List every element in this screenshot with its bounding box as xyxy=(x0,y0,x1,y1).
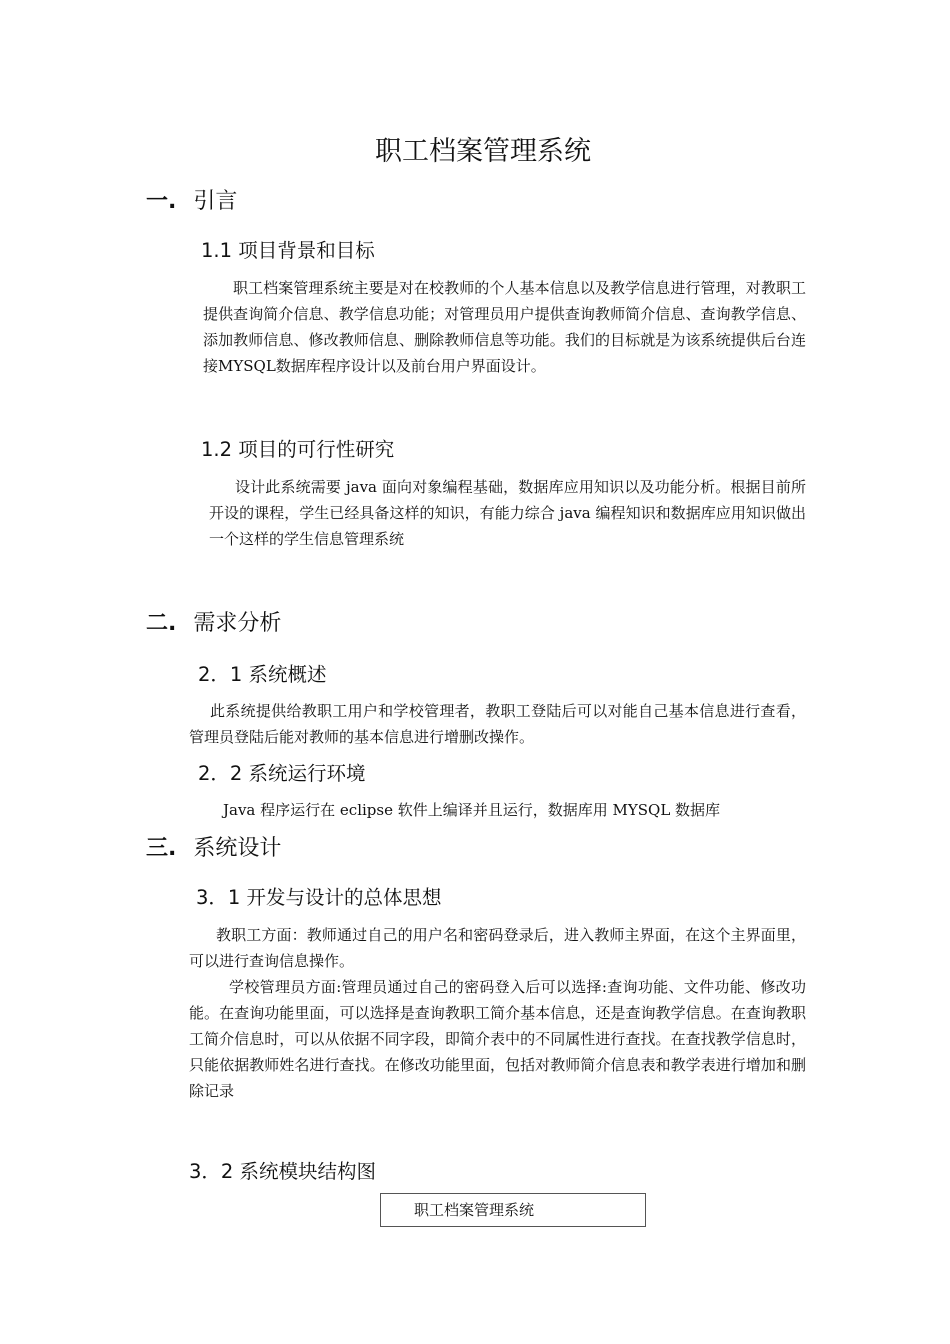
paragraph: 职工档案管理系统主要是对在校教师的个人基本信息以及教学信息进行管理，对教职工提供查询简介信息、教学信息功能；对管理员用户提供查询教师简介信息、查询教学信息、添加教师信息、修改教师信息、删除教师信息等功能。我们的目标就是为该系统提供后台连接MYSQL数据库程序设计以及前台用户界面设计。 xyxy=(203,279,806,375)
subsection-2-1-heading: 2．1 系统概述 xyxy=(198,663,327,686)
section-1-number: 一. xyxy=(146,189,177,214)
module-diagram-root-label: 职工档案管理系统 xyxy=(414,1201,535,1219)
section-3-number: 三. xyxy=(146,836,177,861)
paragraph: 学校管理员方面:管理员通过自己的密码登入后可以选择:查询功能、文件功能、修改功能。在查询功能里面，可以选择是查询教职工简介基本信息，还是查询教学信息。在查询教职工简介信息时，可以从依据不同字段，即简介表中的不同属性进行查找。在查找教学信息时，只能依据教师姓名进行查找。在修改功能里面，包括对教师简介信息表和教学表进行增加和删除记录 xyxy=(189,978,806,1100)
paragraph: 设计此系统需要 java 面向对象编程基础，数据库应用知识以及功能分析。根据目前所开设的课程，学生已经具备这样的知识，有能力综合 java 编程知识和数据库应用知识做出一个这样的学生信息管理系统 xyxy=(209,478,806,548)
section-2-heading xyxy=(146,608,281,640)
subsection-1-1-body xyxy=(203,275,806,379)
section-2-number: 二. xyxy=(146,611,177,636)
subsection-1-2-heading: 1.2 项目的可行性研究 xyxy=(201,438,395,461)
subsection-1-1-heading: 1.1 项目背景和目标 xyxy=(201,239,375,262)
section-1-title: 引言 xyxy=(193,189,238,214)
subsection-3-1-heading: 3．1 开发与设计的总体思想 xyxy=(196,886,442,909)
paragraph: 此系统提供给教职工用户和学校管理者，教职工登陆后可以对能自己基本信息进行查看，管理员登陆后能对教师的基本信息进行增删改操作。 xyxy=(189,702,806,746)
section-1-heading xyxy=(146,186,237,218)
paragraph: Java 程序运行在 eclipse 软件上编译并且运行，数据库用 MYSQL 数据库 xyxy=(223,801,721,819)
section-3-heading xyxy=(146,833,281,865)
subsection-3-1-body xyxy=(189,922,806,1104)
module-diagram-root-box xyxy=(380,1193,646,1227)
subsection-2-2-heading: 2．2 系统运行环境 xyxy=(198,762,366,785)
subsection-2-1-body xyxy=(189,698,806,750)
subsection-2-2-body xyxy=(189,797,806,823)
section-2-title: 需求分析 xyxy=(193,611,282,636)
subsection-1-2-body xyxy=(209,474,806,552)
paragraph: 教职工方面：教师通过自己的用户名和密码登录后，进入教师主界面，在这个主界面里，可以进行查询信息操作。 xyxy=(189,926,806,970)
section-3-title: 系统设计 xyxy=(193,836,282,861)
document-title: 职工档案管理系统 xyxy=(375,136,591,167)
subsection-3-2-heading: 3．2 系统模块结构图 xyxy=(189,1160,377,1183)
